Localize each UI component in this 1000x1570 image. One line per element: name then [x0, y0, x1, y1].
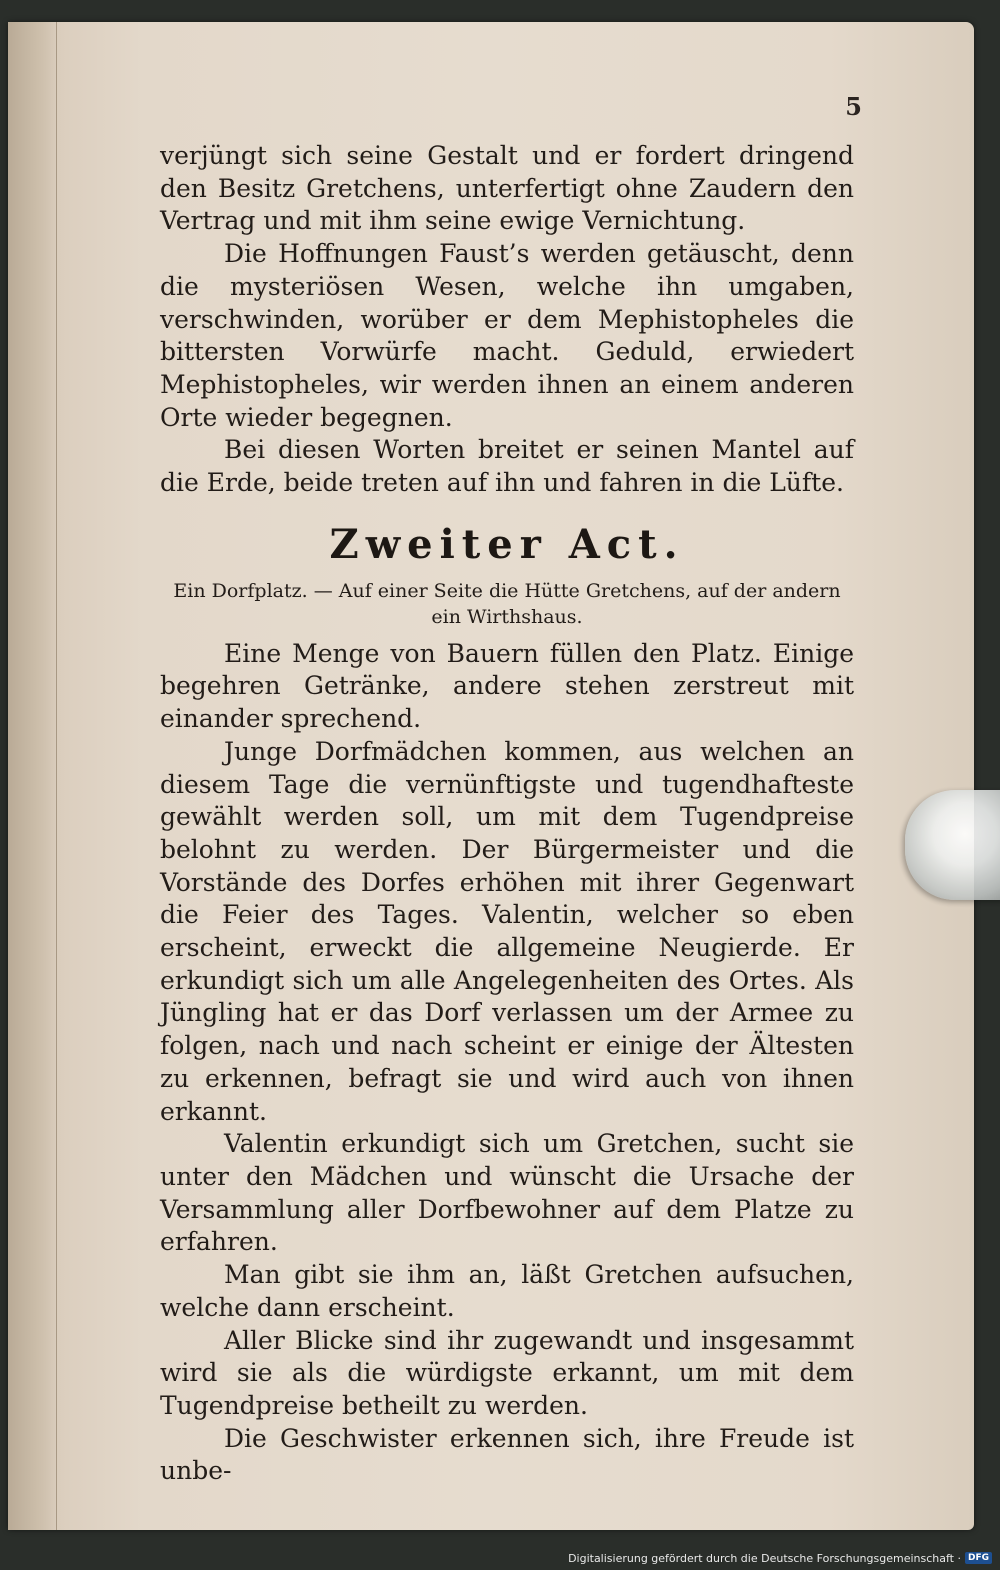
paragraph: Die Geschwister erkennen sich, ihre Freude ist unbe- — [160, 1423, 854, 1486]
page-clip-marker — [905, 790, 1000, 900]
page-text — [160, 140, 854, 1488]
page-number: 5 — [845, 92, 862, 121]
paragraph: Junge Dorfmädchen kommen, aus welchen an diesem Tage die vernünftigste und tugendhafteste gewählt werden soll, um mit dem Tugendpreise belohnt zu werden. Der Bürgermeister und die Vorstände des Dorfes erhöhen mit ihrer Gegenwart die Feier des Tages. Valentin, welcher so eben erscheint, erweckt die allgemeine Neugierde. Er erkundigt sich um alle Angelegenheiten des Ortes. Als Jüngling hat er das Dorf verlassen um der Armee zu folgen, nach und nach scheint er einige der Ältesten zu erkennen, befragt sie und wird auch von ihnen erkannt. — [160, 736, 854, 1126]
digitization-footer — [568, 1548, 992, 1568]
paragraph: Bei diesen Worten breitet er seinen Mantel auf die Erde, beide treten auf ihn und fahren in die Lüfte. — [160, 435, 854, 498]
act-heading: Zweiter Act. — [329, 520, 685, 568]
paragraph: Valentin erkundigt sich um Gretchen, sucht sie unter den Mädchen und wünscht die Ursache der Versammlung aller Dorfbewohner auf dem Platze zu erfahren. — [160, 1129, 854, 1257]
stage-direction: Ein Dorfplatz. — Auf einer Seite die Hütte Gretchens, auf der andern ein Wirthshaus. — [173, 579, 841, 628]
paragraph: Man gibt sie ihm an, läßt Gretchen aufsuchen, welche dann erscheint. — [160, 1260, 854, 1322]
dfg-logo-icon: DFG — [965, 1552, 992, 1564]
paragraph: Aller Blicke sind ihr zugewandt und insgesammt wird sie als die würdigste erkannt, um mit dem Tugendpreise betheilt zu werden. — [160, 1325, 854, 1420]
paragraph: Die Hoffnungen Faust’s werden getäuscht, denn die mysteriösen Wesen, welche ihn umgaben, verschwinden, worüber er dem Mephistopheles die bittersten Vorwürfe macht. Geduld, erwiedert Mephistopheles, wir werden ihnen an einem anderen Orte wieder begegnen. — [160, 239, 854, 432]
paragraph: verjüngt sich seine Gestalt und er fordert dringend den Besitz Gretchens, unterfertigt ohne Zaudern den Vertrag und mit ihm seine ewige Vernichtung. — [160, 141, 854, 236]
paragraph: Eine Menge von Bauern füllen den Platz. Einige begehren Getränke, andere stehen zerstreut mit einander sprechend. — [160, 638, 854, 734]
page-gutter — [8, 22, 57, 1530]
footer-credit: Digitalisierung gefördert durch die Deutsche Forschungsgemeinschaft · — [568, 1551, 961, 1565]
